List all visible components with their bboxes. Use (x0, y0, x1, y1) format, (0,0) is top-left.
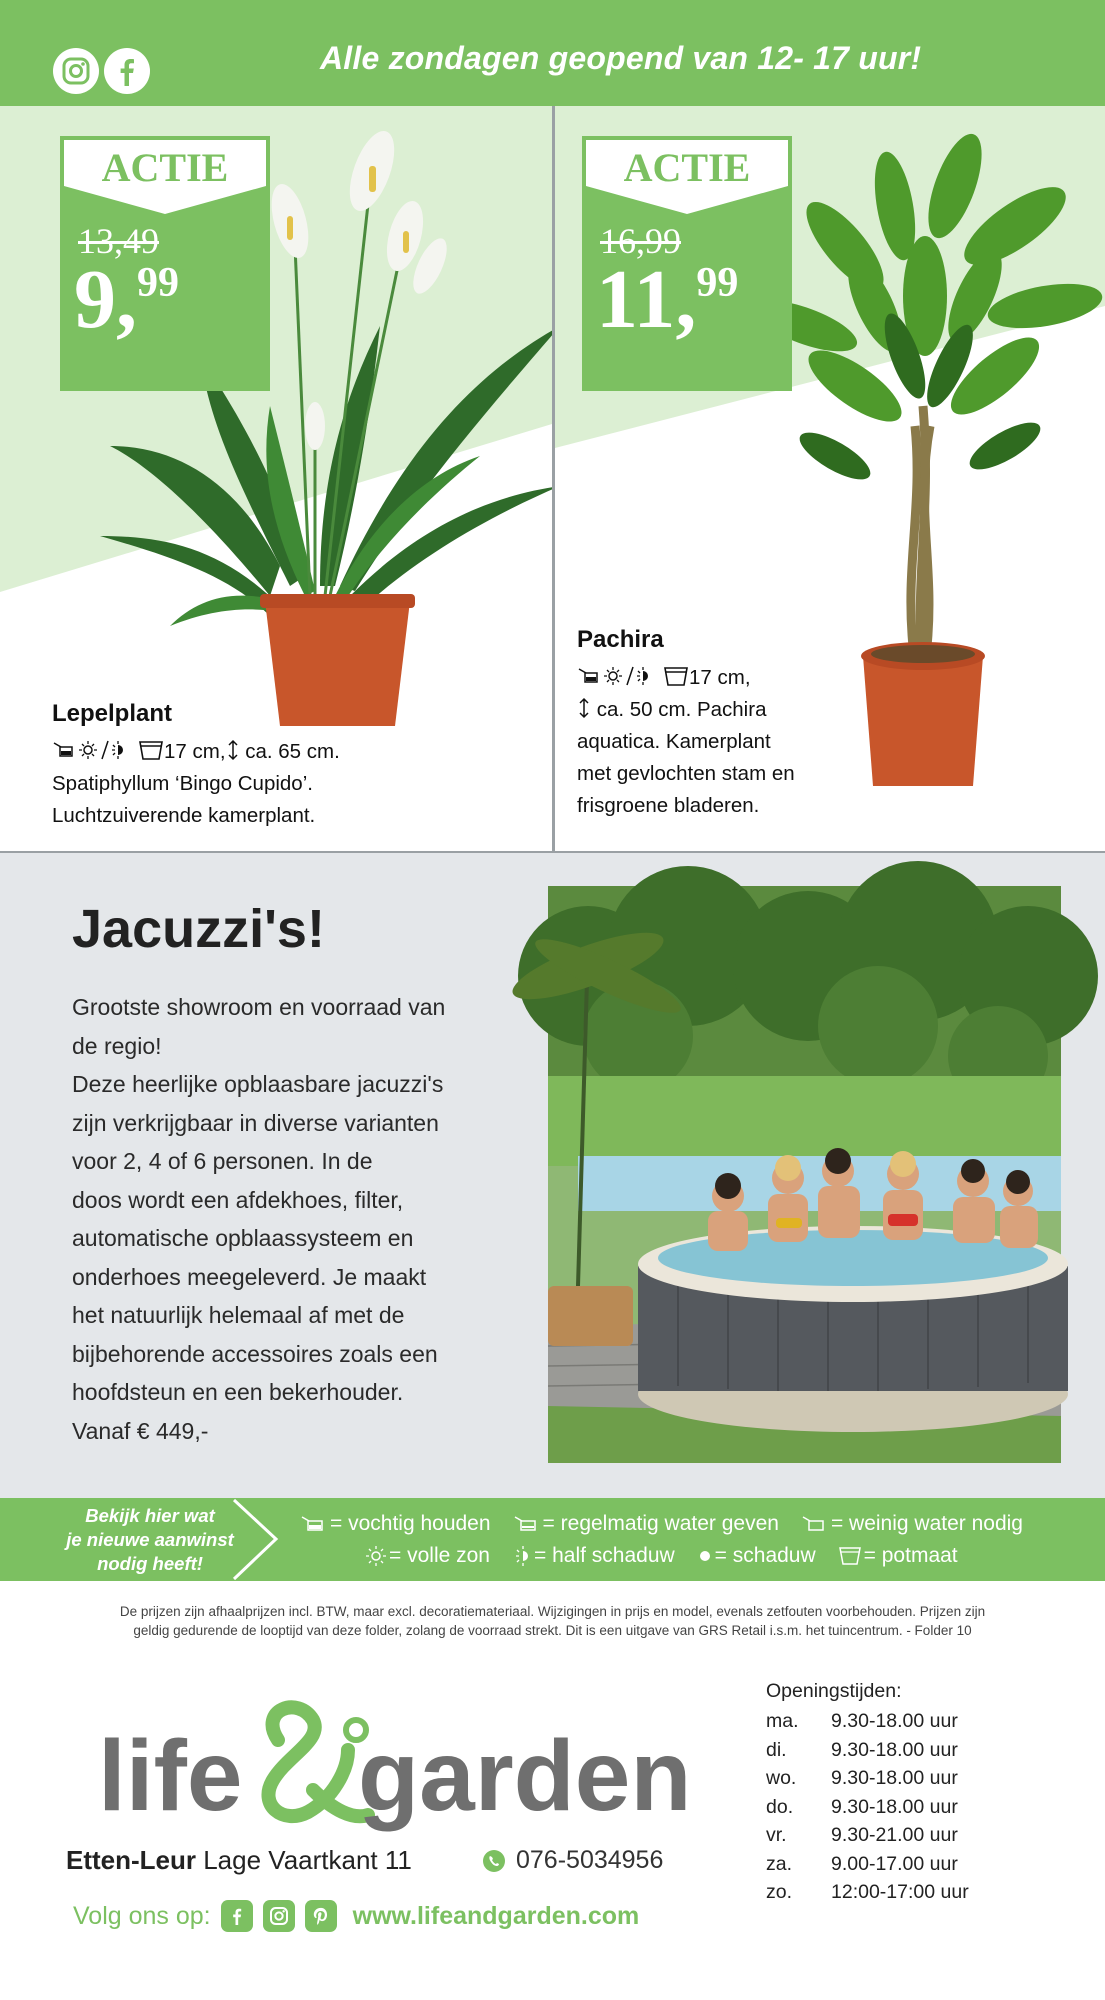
hours-row: do. 9.30-18.00 uur (766, 1795, 958, 1818)
phone-contact[interactable]: 076-5034956 (482, 1846, 663, 1875)
legend-row-light: = volle zon = half schaduw = schaduw = potmaat (365, 1544, 958, 1568)
jacuzzi-price: Vanaf € 449,- (72, 1417, 209, 1444)
product-name: Lepelplant (52, 700, 173, 727)
care-icons (52, 739, 164, 761)
badge-title: ACTIE (623, 145, 751, 190)
jacuzzi-section (0, 853, 1105, 1498)
chevron-right-icon (232, 1498, 282, 1581)
hours-row: di. 9.30-18.00 uur (766, 1738, 958, 1761)
legend-row-water: = vochtig houden = regelmatig water geven = weinig water nodig (300, 1512, 1023, 1536)
care-legend-bar (0, 1498, 1105, 1581)
product-card-lepelplant[interactable] (0, 106, 552, 851)
logo-garden-text: garden (358, 1720, 692, 1832)
hours-row: wo. 9.30-18.00 uur (766, 1767, 958, 1789)
product-card-pachira[interactable] (555, 106, 1105, 851)
badge-title: ACTIE (101, 145, 229, 190)
opening-hours (766, 1680, 969, 1907)
website-link[interactable]: www.lifeandgarden.com (352, 1901, 640, 1930)
product-description: 17 cm, ca. 50 cm. Pachira aquatica. Kamerplant met gevlochten stam en frisgroene bladeren. (577, 666, 795, 817)
new-price: 9,99 (74, 253, 179, 346)
opening-hours-title: Openingstijden: (766, 1680, 902, 1702)
hours-row: zo. 12:00-17:00 uur (766, 1881, 969, 1903)
instagram-icon[interactable] (263, 1900, 295, 1932)
full-sun-icon (365, 1545, 387, 1567)
little-water-icon (801, 1514, 829, 1534)
life-and-garden-logo (98, 1700, 692, 1832)
height-arrow-icon (577, 697, 591, 719)
height-arrow-icon (226, 739, 240, 761)
product-description: 17 cm, ca. 65 cm. Spatiphyllum ‘Bingo Cupido’. Luchtzuiverende kamerplant. (52, 740, 340, 827)
opening-banner-text: Alle zondagen geopend van 12- 17 uur! (320, 40, 922, 76)
jacuzzi-description: Grootste showroom en voorraad van de regio! Deze heerlijke opblaasbare jacuzzi's zijn verkrijgbaar in diverse varianten voor 2, 4 of 6 personen. In de doos wordt een afdekhoes, filter, automatische opblaassysteem en onderhoes meegeleverd. Je maakt het natuurlijk helemaal af met de bijbehorende accessoires zoals een hoofdsteun en een bekerhouder. Vanaf € 449,- (72, 988, 502, 1450)
hours-row: ma. 9.30-18.00 uur (766, 1710, 958, 1732)
legend-cta[interactable]: Bekijk hier wat je nieuwe aanwinst nodig heeft! (66, 1505, 234, 1574)
logo-life-text: life (98, 1720, 243, 1832)
whatsapp-icon (482, 1849, 506, 1873)
jacuzzi-title: Jacuzzi's! (72, 899, 325, 959)
pachira-image (745, 126, 1105, 826)
new-price: 11,99 (596, 253, 739, 346)
logo-ampersand (268, 1707, 368, 1816)
half-shade-icon (512, 1545, 532, 1567)
hours-row: vr. 9.30-21.00 uur (766, 1824, 958, 1846)
price-disclaimer: De prijzen zijn afhaalprijzen incl. BTW, maar excl. decoratiemateriaal. Wijzigingen in prijs en model, evenals zetfouten voorbehouden. Prijzen zijn geldig gedurende de looptijd van deze folder, zolang de voorraad strekt. Dit is een uitgave van GRS Retail i.s.m. het tuincentrum. - Folder 10 (119, 1604, 986, 1638)
top-banner (0, 0, 1105, 106)
pot-icon (138, 739, 164, 761)
care-icons (577, 665, 689, 687)
follow-us: Volg ons op: www.lifeandgarden.com (73, 1900, 639, 1932)
facebook-icon[interactable] (221, 1900, 253, 1932)
store-address: Etten-Leur Lage Vaartkant 11 (66, 1845, 412, 1875)
product-name: Pachira (577, 626, 664, 653)
price-badge (60, 136, 270, 391)
jacuzzi-photo (548, 886, 1061, 1463)
pinterest-icon[interactable] (305, 1900, 337, 1932)
pot-icon (663, 665, 689, 687)
moist-icon (300, 1514, 328, 1534)
old-price: 16,99 (600, 221, 681, 261)
regular-water-icon (513, 1514, 541, 1534)
pot-size-icon (838, 1545, 862, 1567)
shade-icon (697, 1545, 713, 1567)
instagram-icon[interactable] (53, 48, 99, 94)
facebook-icon[interactable] (104, 48, 150, 94)
price-badge (582, 136, 792, 391)
hours-row: za. 9.00-17.00 uur (766, 1852, 958, 1875)
old-price: 13,49 (78, 221, 159, 261)
